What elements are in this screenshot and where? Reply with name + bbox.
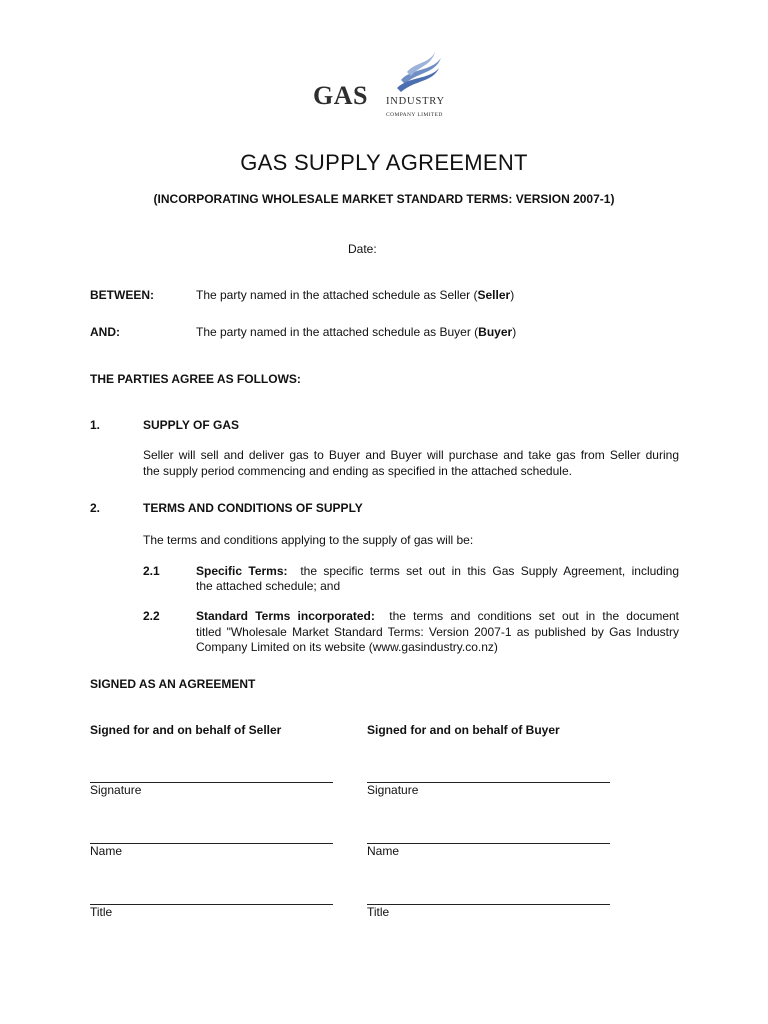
and-text: The party named in the attached schedule as Buyer (Buyer)	[196, 325, 517, 339]
logo-company-text: COMPANY LIMITED	[386, 112, 443, 118]
buyer-name-caption: Name	[367, 844, 400, 858]
item-2-2-number: 2.2	[143, 609, 160, 623]
item-2-1-number: 2.1	[143, 564, 160, 578]
section-1-number: 1.	[90, 418, 101, 432]
company-logo	[305, 44, 465, 118]
section-1-heading: SUPPLY OF GAS	[143, 418, 240, 432]
buyer-term: Buyer	[478, 325, 513, 339]
seller-title-caption: Title	[90, 905, 113, 919]
section-1-line-2: the supply period commencing and ending as specified in the attached schedule.	[143, 464, 572, 478]
buyer-signature-caption: Signature	[367, 783, 419, 797]
item-2-2-line-3: Company Limited on its website (www.gasindustry.co.nz)	[196, 640, 498, 654]
seller-signature-caption: Signature	[90, 783, 142, 797]
document-title: GAS SUPPLY AGREEMENT	[240, 150, 528, 175]
buyer-title-line	[367, 904, 610, 905]
item-2-2-line-2: titled "Wholesale Market Standard Terms: Version 2007-1 as published by Gas Industry	[196, 625, 679, 639]
signed-heading: SIGNED AS AN AGREEMENT	[90, 677, 256, 691]
section-1-line-1: Seller will sell and deliver gas to Buyer and Buyer will purchase and take gas from Seller during	[143, 448, 679, 462]
seller-name-caption: Name	[90, 844, 123, 858]
buyer-signature-heading: Signed for and on behalf of Buyer	[367, 723, 560, 737]
seller-name-line	[90, 843, 333, 844]
item-2-1-line-1: Specific Terms: the specific terms set out in this Gas Supply Agreement, including	[196, 564, 679, 578]
and-label: AND:	[90, 325, 120, 339]
seller-term: Seller	[477, 288, 511, 302]
section-2-heading: TERMS AND CONDITIONS OF SUPPLY	[143, 501, 363, 515]
agree-heading: THE PARTIES AGREE AS FOLLOWS:	[90, 372, 301, 386]
between-text: The party named in the attached schedule as Seller (Seller)	[196, 288, 515, 302]
section-2-intro: The terms and conditions applying to the supply of gas will be:	[143, 533, 474, 547]
item-2-1-line-2: the attached schedule; and	[196, 579, 341, 593]
seller-title-line	[90, 904, 333, 905]
item-2-2-line-1: Standard Terms incorporated: the terms and conditions set out in the document	[196, 609, 680, 623]
buyer-title-caption: Title	[367, 905, 390, 919]
between-label: BETWEEN:	[90, 288, 154, 302]
logo-industry-text: INDUSTRY	[386, 96, 445, 107]
date-label: Date:	[348, 242, 377, 256]
document-subtitle: (INCORPORATING WHOLESALE MARKET STANDARD TERMS: VERSION 2007-1)	[153, 192, 615, 206]
buyer-name-line	[367, 843, 610, 844]
section-2-number: 2.	[90, 501, 101, 515]
seller-signature-heading: Signed for and on behalf of Seller	[90, 723, 282, 737]
gas-flame-swirl-icon	[391, 50, 447, 96]
logo-brand-text: GAS	[313, 81, 368, 110]
